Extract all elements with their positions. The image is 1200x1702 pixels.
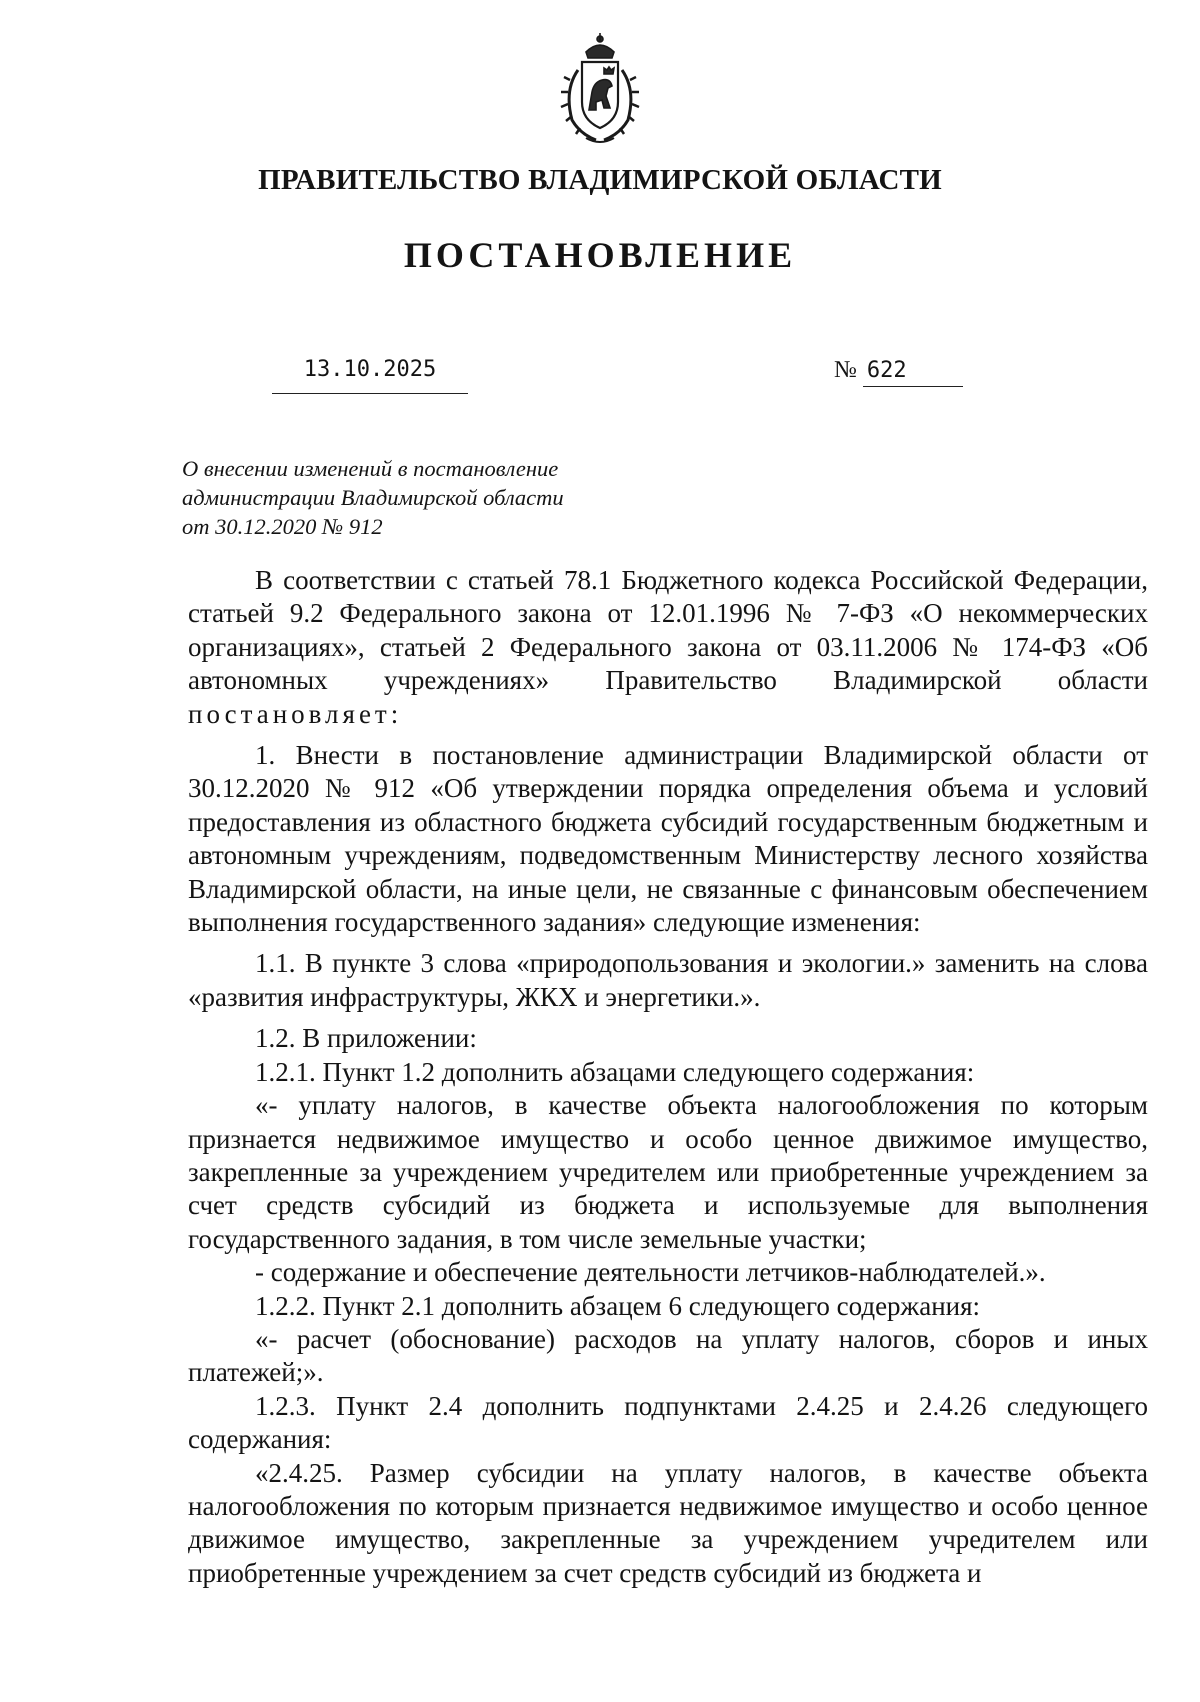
document-number: 622 [863,356,963,387]
number-sign: № [834,357,857,383]
body-paragraph: - содержание и обеспечение деятельности летчиков-наблюдателей.». [255,1257,1046,1288]
preamble-paragraph [188,564,1148,731]
body-paragraph: «- расчет (обоснование) расходов на уплату налогов, сборов и иных платежей;». [188,1323,1148,1388]
subject-line: администрации Владимирской области [182,485,564,510]
body-paragraph: 1. Внести в постановление администрации Владимирской области от 30.12.2020 № 912 «Об утверждении порядка определения объема и условий предоставления из областного бюджета субсидий государственным бюджетным и автономным учреждениям, подведомственным Министерству лесного хозяйства Владимирской области, на иные цели, не связанные с финансовым обеспечением выполнения государственного задания» следующие изменения: [188,740,1148,938]
preamble-text: В соответствии с статьей 78.1 Бюджетного кодекса Российской Федерации, статьей 9.2 Федерального закона от 12.01.1996 № 7-ФЗ «О некоммерческих организациях», статьей 2 Федерального закона от 03.11.2006 № 174-ФЗ «Об автономных учреждениях» Правительство Владимирской области [188,565,1148,696]
vladimir-coat-of-arms-icon [556,30,644,148]
document-number-field [834,355,963,393]
body-paragraph: «- уплату налогов, в качестве объекта налогообложения по которым признается недвижимое имущество и особо ценное движимое имущество, закрепленные за учреждением учредителем или приобретенные учреждением за счет средств субсидий из бюджета и используемые для выполнения государственного задания, в том числе земельные участки; [188,1090,1148,1254]
body-paragraph: 1.1. В пункте 3 слова «природопользования и экологии.» заменить на слова «развития инфраструктуры, ЖКХ и энергетики.». [188,948,1148,1012]
body-paragraph: 1.2.1. Пункт 1.2 дополнить абзацами следующего содержания: [255,1056,975,1087]
body-paragraph: 1.2.2. Пункт 2.1 дополнить абзацем 6 следующего содержания: [255,1290,981,1321]
subject-line: от 30.12.2020 № 912 [182,514,383,539]
document-date: 13.10.2025 [272,355,468,394]
body-paragraph: «2.4.25. Размер субсидии на уплату налогов, в качестве объекта налогообложения по которым признается недвижимое имущество и особо ценное движимое имущество, закрепленные за учреждением учредителем или приобретенные учреждением за счет средств субсидий из бюджета и [188,1457,1148,1588]
document-type-heading: ПОСТАНОВЛЕНИЕ [403,235,797,275]
body-paragraph: 1.2. В приложении: [255,1023,477,1054]
organization-title: ПРАВИТЕЛЬСТВО ВЛАДИМИРСКОЙ ОБЛАСТИ [258,164,942,196]
decree-word: постановляет: [188,698,403,729]
body-paragraph: 1.2.3. Пункт 2.4 дополнить подпунктами 2.4.25 и 2.4.26 следующего содержания: [188,1390,1148,1455]
document-subject [182,454,622,541]
document-body [188,564,1148,1590]
subject-line: О внесении изменений в постановление [182,456,559,481]
